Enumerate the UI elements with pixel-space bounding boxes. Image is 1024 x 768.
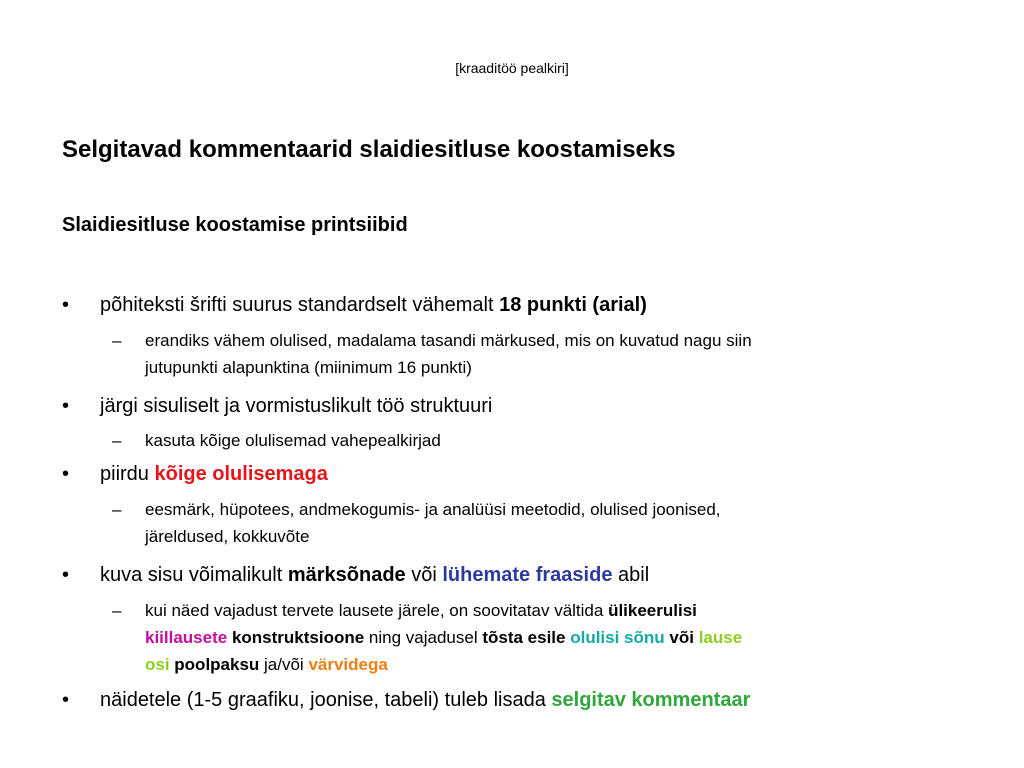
bullet-text: järgi sisuliselt ja vormistuslikult töö struktuuri	[100, 395, 493, 417]
bullet-emphasis: märksõnade	[287, 564, 406, 586]
sub-item-text	[145, 597, 972, 678]
sub-item-emphasis-lime: osi	[145, 655, 170, 674]
bullet-text-part: põhiteksti šrifti suurus standardselt vähemalt	[100, 294, 500, 316]
bullet-text	[100, 687, 750, 713]
bullet-text-part: näidetele (1-5 graafiku, joonise, tabeli) tuleb lisada	[100, 689, 552, 711]
bullet-text	[100, 292, 647, 318]
dash-marker: –	[112, 431, 122, 450]
bullet-text-part: kuva sisu võimalikult	[100, 564, 288, 586]
sub-item-emphasis-teal: sõnu	[619, 628, 665, 647]
sub-item-part: ning vajadusel	[364, 628, 483, 647]
dash-marker: –	[112, 601, 122, 620]
sub-item-exceptions	[112, 327, 972, 381]
bullet-marker: •	[62, 294, 70, 316]
sub-item-text	[145, 496, 972, 550]
sub-item-emphasis-magenta: kiillausete	[145, 628, 228, 647]
sub-item-line: erandiks vähem olulised, madalama tasandi märkused, mis on kuvatud nagu siin	[145, 331, 752, 350]
sub-item-part: ja/või	[259, 655, 309, 674]
sub-item-emphasis: tõsta esile	[482, 628, 566, 647]
sub-item-emphasis: konstruktsioone	[227, 628, 365, 647]
bullet-text-part: või	[405, 564, 443, 586]
sub-item-emphasis-teal: olulisi	[565, 628, 620, 647]
sub-item-headings	[112, 427, 972, 454]
sub-item-line: jutupunkti alapunktina (miinimum 16 punkti)	[145, 358, 472, 377]
bullet-marker: •	[62, 395, 70, 417]
bullet-text	[100, 461, 328, 487]
sub-item-text: kasuta kõige olulisemad vahepealkirjad	[145, 431, 441, 450]
bullet-emphasis: kõige olulisemaga	[154, 463, 328, 485]
bullet-marker: •	[62, 463, 70, 485]
sub-item-emphasis: ülikeerulisi	[608, 601, 697, 620]
bullet-marker: •	[62, 564, 70, 586]
sub-item-emphasis-lime: lause	[693, 628, 743, 647]
sub-item-emphasis: või	[664, 628, 694, 647]
sub-item-emphasis: poolpaksu	[169, 655, 260, 674]
sub-item-line: järeldused, kokkuvõte	[145, 527, 310, 546]
sub-item-sentences	[112, 597, 972, 678]
bullet-text	[100, 562, 649, 588]
sub-item-research-parts	[112, 496, 972, 550]
slide-subtitle: Slaidiesitluse koostamise printsiibid	[62, 214, 408, 236]
bullet-emphasis: 18 punkti (arial)	[499, 294, 647, 316]
bullet-emphasis-blue: lühemate fraaside	[442, 564, 613, 586]
bullet-text-part: abil	[612, 564, 650, 586]
bullet-text-part: piirdu	[100, 463, 155, 485]
sub-item-emphasis-orange: värvidega	[308, 655, 388, 674]
sub-item-line: eesmärk, hüpotees, andmekogumis- ja analüüsi meetodid, olulised joonised,	[145, 500, 721, 519]
header-title: [kraaditöö pealkiri]	[455, 60, 569, 76]
dash-marker: –	[112, 500, 122, 519]
slide-title: Selgitavad kommentaarid slaidiesitluse koostamiseks	[62, 136, 676, 163]
bullet-emphasis-green: selgitav kommentaar	[551, 689, 751, 711]
bullet-marker: •	[62, 689, 70, 711]
dash-marker: –	[112, 331, 122, 350]
sub-item-part: kui näed vajadust tervete lausete järele, on soovitatav vältida	[145, 601, 609, 620]
sub-item-text	[145, 327, 972, 381]
